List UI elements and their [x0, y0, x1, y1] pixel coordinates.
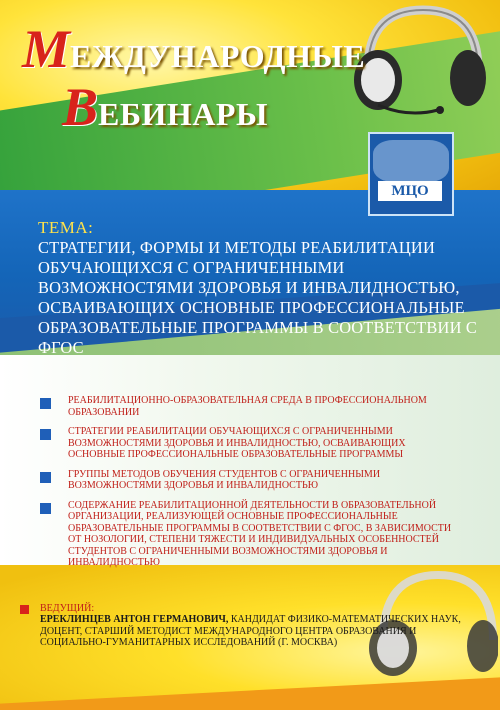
presenter-block: [20, 603, 470, 649]
list-item-text: СТРАТЕГИИ РЕАБИЛИТАЦИИ ОБУЧАЮЩИХСЯ С ОГРАНИЧЕННЫМИ ВОЗМОЖНОСТЯМИ ЗДОРОВЬЯ И ИНВАЛИДНОСТЬЮ, ОСВАИВАЮЩИХ ОСНОВНЫЕ ПРОФЕССИОНАЛЬНЫЕ ОБРАЗОВАТЕЛЬНЫЕ ПРОГРАММЫ: [68, 426, 406, 460]
list-item: [40, 500, 460, 569]
presenter-name: ЕРЕКЛИНЦЕВ АНТОН ГЕРМАНОВИЧ,: [40, 614, 229, 625]
list-item: [40, 469, 460, 492]
bullet-square-icon: [40, 398, 51, 409]
topic-block: [38, 218, 478, 358]
title-initial-2: В: [62, 77, 99, 137]
presenter-label: ВЕДУЩИЙ:: [40, 603, 95, 614]
bullet-list: [40, 395, 460, 577]
bullet-square-icon: [40, 429, 51, 440]
list-item: [40, 395, 460, 418]
topic-text: СТРАТЕГИИ, ФОРМЫ И МЕТОДЫ РЕАБИЛИТАЦИИ ОБУЧАЮЩИХСЯ С ОГРАНИЧЕННЫМИ ВОЗМОЖНОСТЯМИ ЗДОРОВЬЯ И ИНВАЛИДНОСТЬЮ, ОСВАИВАЮЩИХ ОСНОВНЫЕ ПРОФЕССИОНАЛЬНЫЕ ОБРАЗОВАТЕЛЬНЫЕ ПРОГРАММЫ В СООТВЕТСТВИИ С ФГОС: [38, 238, 478, 357]
list-item-text: СОДЕРЖАНИЕ РЕАБИЛИТАЦИОННОЙ ДЕЯТЕЛЬНОСТИ В ОБРАЗОВАТЕЛЬНОЙ ОРГАНИЗАЦИИ, РЕАЛИЗУЮЩЕЙ ОСНОВНЫЕ ПРОФЕССИОНАЛЬНЫЕ ОБРАЗОВАТЕЛЬНЫЕ ПРОГРАММЫ В СООТВЕТСТВИИ С ФГОС, В ЗАВИСИМОСТИ ОТ НОЗОЛОГИИ, СТЕПЕНИ ТЯЖЕСТИ И ИНДИВИДУАЛЬНЫХ ОСОБЕННОСТЕЙ СТУДЕНТОВ С ОГРАНИЧЕННЫМИ ВОЗМОЖНОСТЯМИ ЗДОРОВЬЯ И ИНВАЛИДНОСТЬЮ: [68, 499, 452, 568]
title-line-1: [22, 19, 366, 79]
mco-logo: [368, 132, 454, 216]
list-item-text: РЕАБИЛИТАЦИОННО-ОБРАЗОВАТЕЛЬНАЯ СРЕДА В ПРОФЕССИОНАЛЬНОМ ОБРАЗОВАНИИ: [68, 395, 427, 418]
title-rest-1: ЕЖДУНАРОДНЫЕ: [70, 38, 366, 74]
list-item-text: ГРУППЫ МЕТОДОВ ОБУЧЕНИЯ СТУДЕНТОВ С ОГРАНИЧЕННЫМИ ВОЗМОЖНОСТЯМИ ЗДОРОВЬЯ И ИНВАЛИДНОСТЬЮ: [68, 468, 381, 491]
title-rest-2: ЕБИНАРЫ: [98, 96, 268, 132]
title-initial-1: М: [22, 19, 71, 79]
bullet-square-icon: [20, 605, 29, 614]
logo-text: МЦО: [378, 181, 442, 201]
title-line-2: [62, 77, 268, 137]
list-item: [40, 426, 460, 461]
presenter-details: КАНДИДАТ ФИЗИКО-МАТЕМАТИЧЕСКИХ НАУК, ДОЦЕНТ, СТАРШИЙ МЕТОДИСТ МЕЖДУНАРОДНОГО ЦЕНТРА ОБРАЗОВАНИЯ И СОЦИАЛЬНО-ГУМАНИТАРНЫХ ИССЛЕДОВАНИЙ (Г. МОСКВА): [40, 614, 461, 648]
world-map-icon: [373, 140, 449, 182]
bullet-square-icon: [40, 503, 51, 514]
bullet-square-icon: [40, 472, 51, 483]
presenter-info: [40, 614, 470, 649]
topic-label: ТЕМА:: [38, 218, 94, 237]
